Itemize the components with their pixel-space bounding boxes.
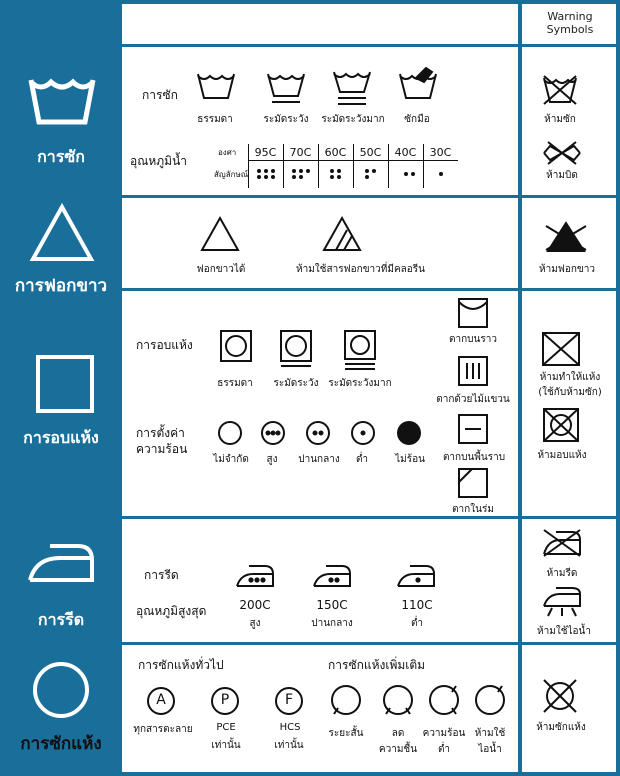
do-not-dry-label-2: (ใช้กับห้ามซัก) xyxy=(538,387,602,398)
dryclean-a-letter: A xyxy=(156,692,166,708)
temp-col-divider xyxy=(353,144,354,188)
iron-low-temp: 110C xyxy=(401,598,433,612)
do-not-bleach-label: ห้ามฟอกขาว xyxy=(538,264,595,275)
do-not-dryclean-label: ห้ามซักแห้ง xyxy=(536,722,586,733)
temp-dot xyxy=(271,175,275,179)
dryclean-hcs-label: HCS xyxy=(279,722,301,733)
do-not-dry-label-1: ห้ามทำให้แห้ง xyxy=(539,372,601,383)
hand-wash-icon xyxy=(398,66,438,102)
divider-dry xyxy=(122,516,620,519)
non-chlorine-bleach-label: ห้ามใช้สารฟอกขาวที่มีคลอรีน xyxy=(296,264,425,275)
no-steam-label: ห้ามใช้ไอน้ำ xyxy=(537,626,591,637)
dryclean-low-heat-2: ต่ำ xyxy=(437,744,451,755)
water-temp-label: อุณหภูมิน้ำ xyxy=(130,154,188,168)
temp-dot xyxy=(372,169,376,173)
heat-high-label: สูง xyxy=(266,454,278,465)
temp-dot xyxy=(337,169,341,173)
temp-dot xyxy=(411,172,415,176)
bleach-allowed-icon xyxy=(200,216,240,252)
heat-medium-label: ปานกลาง xyxy=(298,454,340,465)
temp-dot xyxy=(365,169,369,173)
heat-any-icon xyxy=(217,420,243,446)
no-heat-icon xyxy=(396,420,422,446)
temp-dot xyxy=(299,169,303,173)
flat-dry-icon xyxy=(458,414,488,444)
iron-high-icon xyxy=(235,562,275,590)
dryclean-pce-label: PCE xyxy=(216,722,236,733)
dryclean-category-icon xyxy=(31,660,91,720)
dry-category-label: การอบแห้ง xyxy=(23,428,99,447)
heat-medium-icon xyxy=(305,420,331,446)
dryclean-category-label: การซักแห้ง xyxy=(20,734,102,754)
divider-bleach xyxy=(122,288,620,291)
do-not-tumble-icon xyxy=(543,408,579,442)
iron-medium-icon xyxy=(312,562,352,590)
temp-dot xyxy=(365,175,369,179)
no-heat-label: ไม่ร้อน xyxy=(395,454,425,465)
non-chlorine-bleach-icon xyxy=(322,216,362,252)
heat-high-icon xyxy=(260,420,286,446)
warning-divider xyxy=(518,0,522,776)
tumble-very-gentle-label: ระมัดระวังมาก xyxy=(328,378,392,389)
bleach-category-icon xyxy=(30,204,94,262)
heat-setting-label-2: ความร้อน xyxy=(136,442,188,456)
line-dry-label: ตากบนราว xyxy=(449,334,497,345)
iron-high-level: สูง xyxy=(249,618,261,629)
dryclean-no-steam-icon xyxy=(474,684,506,716)
flat-dry-label: ตากบนพื้นราบ xyxy=(442,452,506,463)
heat-any-label: ไม่จำกัด xyxy=(213,454,249,465)
wash-very-gentle-icon xyxy=(332,68,372,108)
shade-dry-icon xyxy=(458,468,488,498)
temp-value: 30C xyxy=(429,146,452,159)
temp-value: 60C xyxy=(324,146,347,159)
drip-dry-label: ตากด้วยไม้แขวน xyxy=(436,394,510,405)
temp-dot xyxy=(337,175,341,179)
dryclean-reduced-moisture-icon xyxy=(382,684,414,716)
temp-col-divider xyxy=(388,144,389,188)
shade-dry-label: ตากในร่ม xyxy=(452,504,494,515)
dryclean-reduced-moisture-1: ลด xyxy=(391,728,405,739)
temp-dot xyxy=(306,169,310,173)
bleach-category-label: การฟอกขาว xyxy=(14,276,108,296)
do-not-bleach-icon xyxy=(544,220,588,254)
tumble-very-gentle-icon xyxy=(344,330,376,372)
bleach-allowed-label: ฟอกขาวได้ xyxy=(196,264,246,275)
temp-dot xyxy=(292,169,296,173)
divider-wash xyxy=(122,195,620,198)
temp-dot xyxy=(271,169,275,173)
wash-normal-icon xyxy=(196,70,236,102)
temp-dot xyxy=(330,169,334,173)
dryclean-reduced-moisture-2: ความชื้น xyxy=(378,744,418,755)
temp-col-divider xyxy=(423,144,424,188)
no-steam-icon xyxy=(542,584,582,618)
wash-category-icon xyxy=(27,70,97,130)
dryclean-no-steam-1: ห้ามใช้ xyxy=(474,728,506,739)
temp-dot xyxy=(404,172,408,176)
temp-dot xyxy=(257,175,261,179)
drip-dry-icon xyxy=(458,356,488,386)
temp-col-divider xyxy=(318,144,319,188)
wash-category-label: การซัก xyxy=(37,147,85,166)
dryclean-hcs-only: เท่านั้น xyxy=(274,740,304,751)
do-not-wash-label: ห้ามซัก xyxy=(544,114,576,125)
iron-medium-temp: 150C xyxy=(316,598,348,612)
do-not-dryclean-icon xyxy=(540,676,580,716)
iron-low-icon xyxy=(396,562,436,590)
temp-dot xyxy=(299,175,303,179)
frame-bottom xyxy=(0,772,620,776)
do-not-wring-label: ห้ามบิด xyxy=(546,170,578,181)
dryclean-general-label: การซักแห้งทั่วไป xyxy=(138,658,224,672)
dryclean-low-heat-icon xyxy=(428,684,460,716)
temp-degree-head: องศา xyxy=(218,148,237,157)
iron-max-temp-label: อุณหภูมิสูงสุด xyxy=(136,604,207,618)
wash-gentle-label: ระมัดระวัง xyxy=(263,114,309,125)
iron-low-level: ต่ำ xyxy=(410,618,424,629)
iron-row-label: การรีด xyxy=(144,568,179,582)
line-dry-icon xyxy=(458,298,488,328)
do-not-wash-icon xyxy=(542,74,578,106)
frame-top xyxy=(0,0,620,4)
dryclean-extra-label: การซักแห้งเพิ่มเติม xyxy=(328,658,426,672)
dryclean-f-letter: F xyxy=(284,692,294,708)
iron-category-label: การรีด xyxy=(37,610,85,629)
temp-col-divider xyxy=(248,144,249,188)
wash-very-gentle-label: ระมัดระวังมาก xyxy=(321,114,385,125)
do-not-dry-icon xyxy=(542,332,580,366)
temp-dot xyxy=(292,175,296,179)
heat-setting-label-1: การตั้งค่า xyxy=(136,426,185,440)
warning-header: Warning Symbols xyxy=(546,10,594,36)
dryclean-pce-only: เท่านั้น xyxy=(211,740,241,751)
wash-row-label: การซัก xyxy=(142,88,178,102)
heat-low-label: ต่ำ xyxy=(355,454,369,465)
wash-gentle-icon xyxy=(266,70,306,106)
divider-header xyxy=(122,44,620,47)
temp-col-divider xyxy=(283,144,284,188)
dryclean-short-cycle-label: ระยะสั้น xyxy=(328,728,364,739)
frame-right xyxy=(616,0,620,776)
dryclean-no-steam-2: ไอน้ำ xyxy=(478,744,502,755)
divider-iron xyxy=(122,642,620,645)
temp-dot xyxy=(330,175,334,179)
temp-dot xyxy=(257,169,261,173)
do-not-iron-label: ห้ามรีด xyxy=(546,568,578,579)
heat-low-icon xyxy=(350,420,376,446)
iron-high-temp: 200C xyxy=(239,598,271,612)
temp-symbol-head: สัญลักษณ์ xyxy=(214,170,249,179)
temp-value: 40C xyxy=(394,146,417,159)
do-not-tumble-label: ห้ามอบแห้ง xyxy=(537,450,587,461)
iron-category-icon xyxy=(26,540,96,584)
dryclean-short-cycle-icon xyxy=(330,684,362,716)
tumble-normal-icon xyxy=(220,330,252,362)
temp-dot xyxy=(264,175,268,179)
wash-normal-label: ธรรมดา xyxy=(197,114,233,125)
temp-dot xyxy=(264,169,268,173)
tumble-dry-label: การอบแห้ง xyxy=(136,338,193,352)
dry-category-icon xyxy=(36,355,94,413)
do-not-iron-icon xyxy=(542,528,582,558)
do-not-wring-icon xyxy=(542,140,582,166)
tumble-normal-label: ธรรมดา xyxy=(217,378,253,389)
temp-value: 95C xyxy=(254,146,277,159)
iron-medium-level: ปานกลาง xyxy=(311,618,353,629)
tumble-gentle-label: ระมัดระวัง xyxy=(273,378,319,389)
temp-value: 70C xyxy=(289,146,312,159)
temp-dot xyxy=(439,172,443,176)
dryclean-any-solvent-label: ทุกสารตะลาย xyxy=(133,724,193,735)
hand-wash-label: ซักมือ xyxy=(404,114,430,125)
tumble-gentle-icon xyxy=(280,330,312,370)
dryclean-p-letter: P xyxy=(220,692,230,708)
temp-value: 50C xyxy=(359,146,382,159)
dryclean-low-heat-1: ความร้อน xyxy=(422,728,466,739)
